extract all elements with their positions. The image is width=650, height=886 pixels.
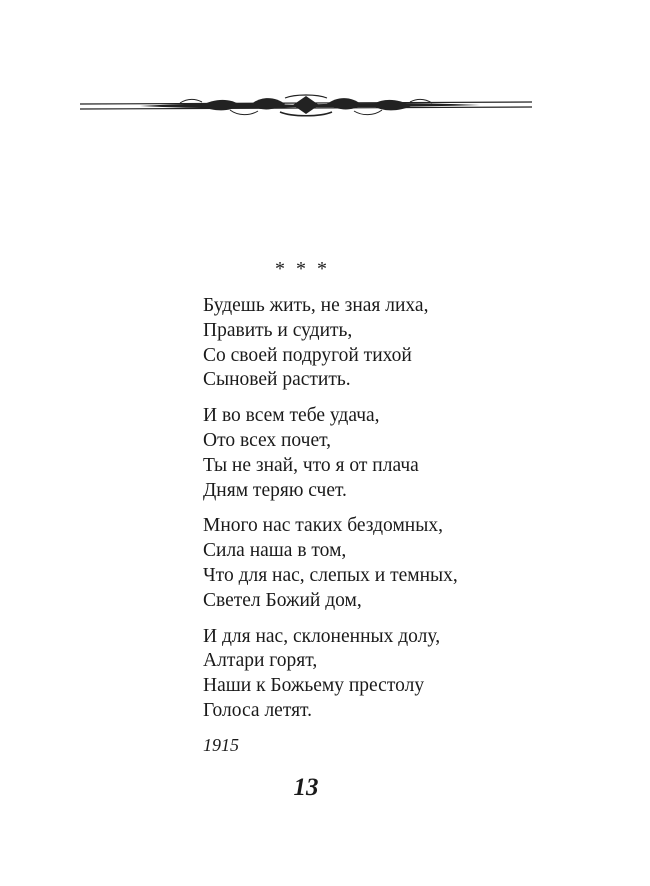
page-number: 13 xyxy=(293,774,319,801)
stanza xyxy=(203,294,623,393)
poem-line: Будешь жить, не зная лиха, xyxy=(203,295,429,316)
poem-line: И во всем тебе удача, xyxy=(203,405,380,427)
stanza xyxy=(203,404,623,503)
stanza-separator: * * * xyxy=(275,258,327,280)
poem-line: Сила наша в том, xyxy=(203,540,347,562)
poem-line: Алтари горят, xyxy=(203,650,318,672)
poem-line: Что для нас, слепых и темных, xyxy=(203,564,458,586)
poem-line: Дням теряю счет. xyxy=(203,479,347,501)
poem-line: Светел Божий дом, xyxy=(203,589,362,611)
poem-line: Наши к Божьему престолу xyxy=(203,675,425,697)
poem-line: Править и судить, xyxy=(203,319,353,341)
poem-line: Сыновей растить. xyxy=(203,369,351,391)
poem-line: Ото всех почет, xyxy=(203,429,332,451)
poem-year: 1915 xyxy=(203,735,239,755)
poem-line: Голоса летят. xyxy=(203,699,312,721)
stanza xyxy=(203,514,623,613)
poem-line: И для нас, склоненных долу, xyxy=(203,625,441,647)
poem-line: Со своей подругой тихой xyxy=(203,344,412,366)
poem-line: Много нас таких бездомных, xyxy=(203,515,443,537)
poem-body xyxy=(203,294,623,735)
stanza xyxy=(203,625,623,724)
poem-line: Ты не знай, что я от плача xyxy=(203,454,419,476)
flourish-divider-icon xyxy=(80,92,532,122)
